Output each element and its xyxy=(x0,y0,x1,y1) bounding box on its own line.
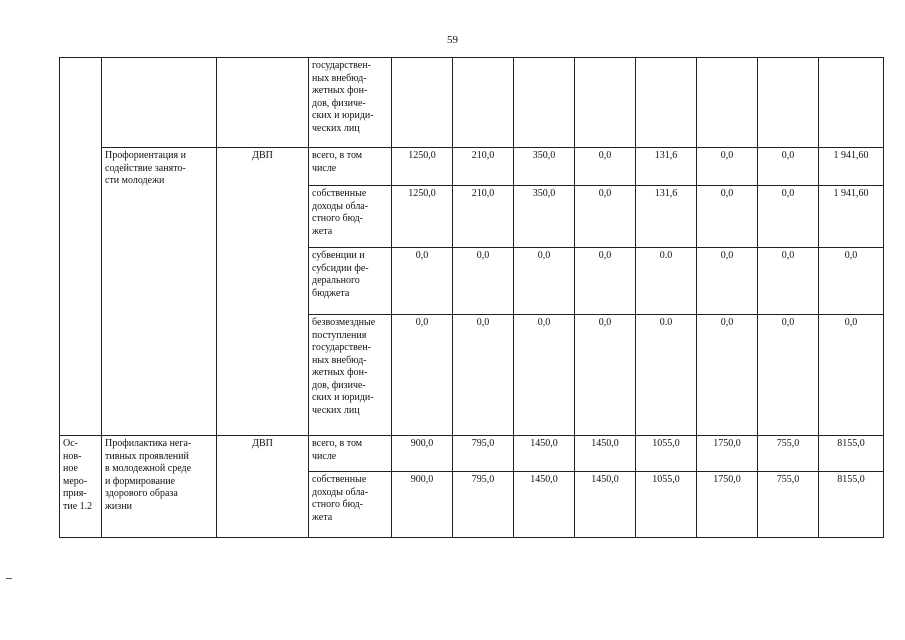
value-cell-empty xyxy=(392,58,453,148)
value-cell: 1 941,60 xyxy=(819,186,884,248)
value-cell: 0,0 xyxy=(575,186,636,248)
value-cell: 1750,0 xyxy=(697,472,758,538)
value-cell: 0,0 xyxy=(453,248,514,315)
name-cell: Профилактика нега- тивных проявлений в молодежной среде и формирование здорового образа жизни xyxy=(102,436,217,538)
value-cell-empty xyxy=(758,58,819,148)
value-cell: 1750,0 xyxy=(697,436,758,472)
value-cell: 900,0 xyxy=(392,436,453,472)
value-cell: 0,0 xyxy=(514,315,575,436)
value-cell: 0,0 xyxy=(575,248,636,315)
source-cell: государствен- ных внебюд- жетных фон- дов, физиче- ских и юриди- ческих лиц xyxy=(309,58,392,148)
table-row xyxy=(60,148,884,186)
code-cell: Ос- нов- ное меро- прия- тие 1.2 xyxy=(60,436,102,538)
value-cell: 0,0 xyxy=(819,315,884,436)
value-cell: 1450,0 xyxy=(575,472,636,538)
value-cell: 0,0 xyxy=(575,315,636,436)
value-cell: 1250,0 xyxy=(392,186,453,248)
value-cell: 1450,0 xyxy=(514,436,575,472)
executor-cell-empty xyxy=(217,58,309,148)
value-cell: 1450,0 xyxy=(575,436,636,472)
value-cell: 210,0 xyxy=(453,186,514,248)
value-cell: 131,6 xyxy=(636,148,697,186)
table-body xyxy=(60,58,884,538)
value-cell-empty xyxy=(697,58,758,148)
source-cell: собственные доходы обла- стного бюд- жета xyxy=(309,472,392,538)
value-cell: 0,0 xyxy=(758,315,819,436)
value-cell: 1055,0 xyxy=(636,436,697,472)
value-cell: 755,0 xyxy=(758,472,819,538)
value-cell: 8155,0 xyxy=(819,472,884,538)
table-row xyxy=(60,58,884,148)
value-cell: 0,0 xyxy=(758,248,819,315)
value-cell-empty xyxy=(636,58,697,148)
source-cell: собственные доходы обла- стного бюд- жета xyxy=(309,186,392,248)
value-cell: 0.0 xyxy=(636,248,697,315)
value-cell: 1 941,60 xyxy=(819,148,884,186)
table-row xyxy=(60,436,884,472)
value-cell: 0,0 xyxy=(392,248,453,315)
value-cell: 1055,0 xyxy=(636,472,697,538)
value-cell-empty xyxy=(453,58,514,148)
margin-mark xyxy=(6,578,12,579)
value-cell: 350,0 xyxy=(514,148,575,186)
value-cell: 0,0 xyxy=(819,248,884,315)
value-cell: 0,0 xyxy=(758,186,819,248)
code-cell xyxy=(60,58,102,436)
page-number: 59 xyxy=(447,34,458,46)
value-cell-empty xyxy=(575,58,636,148)
source-cell: безвозмездные поступления государствен- ных внебюд- жетных фон- дов, физиче- ских и юриди- ческих лиц xyxy=(309,315,392,436)
name-cell: Профориентация и содействие занято- сти молодежи xyxy=(102,148,217,436)
budget-table xyxy=(59,57,884,538)
value-cell: 0,0 xyxy=(697,148,758,186)
executor-cell: ДВП xyxy=(217,148,309,436)
source-cell: всего, в том числе xyxy=(309,436,392,472)
value-cell: 0,0 xyxy=(392,315,453,436)
value-cell: 900,0 xyxy=(392,472,453,538)
value-cell: 210,0 xyxy=(453,148,514,186)
value-cell: 0.0 xyxy=(636,315,697,436)
value-cell: 0,0 xyxy=(514,248,575,315)
value-cell: 1250,0 xyxy=(392,148,453,186)
value-cell: 0,0 xyxy=(697,186,758,248)
name-cell-empty xyxy=(102,58,217,148)
value-cell: 795,0 xyxy=(453,436,514,472)
value-cell: 0,0 xyxy=(758,148,819,186)
source-cell: всего, в том числе xyxy=(309,148,392,186)
value-cell: 0,0 xyxy=(575,148,636,186)
value-cell: 755,0 xyxy=(758,436,819,472)
source-cell: субвенции и субсидии фе- дерального бюджета xyxy=(309,248,392,315)
value-cell: 350,0 xyxy=(514,186,575,248)
value-cell: 131,6 xyxy=(636,186,697,248)
value-cell-empty xyxy=(514,58,575,148)
value-cell: 8155,0 xyxy=(819,436,884,472)
value-cell: 0,0 xyxy=(453,315,514,436)
value-cell: 0,0 xyxy=(697,315,758,436)
executor-cell: ДВП xyxy=(217,436,309,538)
value-cell: 795,0 xyxy=(453,472,514,538)
value-cell: 0,0 xyxy=(697,248,758,315)
value-cell-empty xyxy=(819,58,884,148)
value-cell: 1450,0 xyxy=(514,472,575,538)
